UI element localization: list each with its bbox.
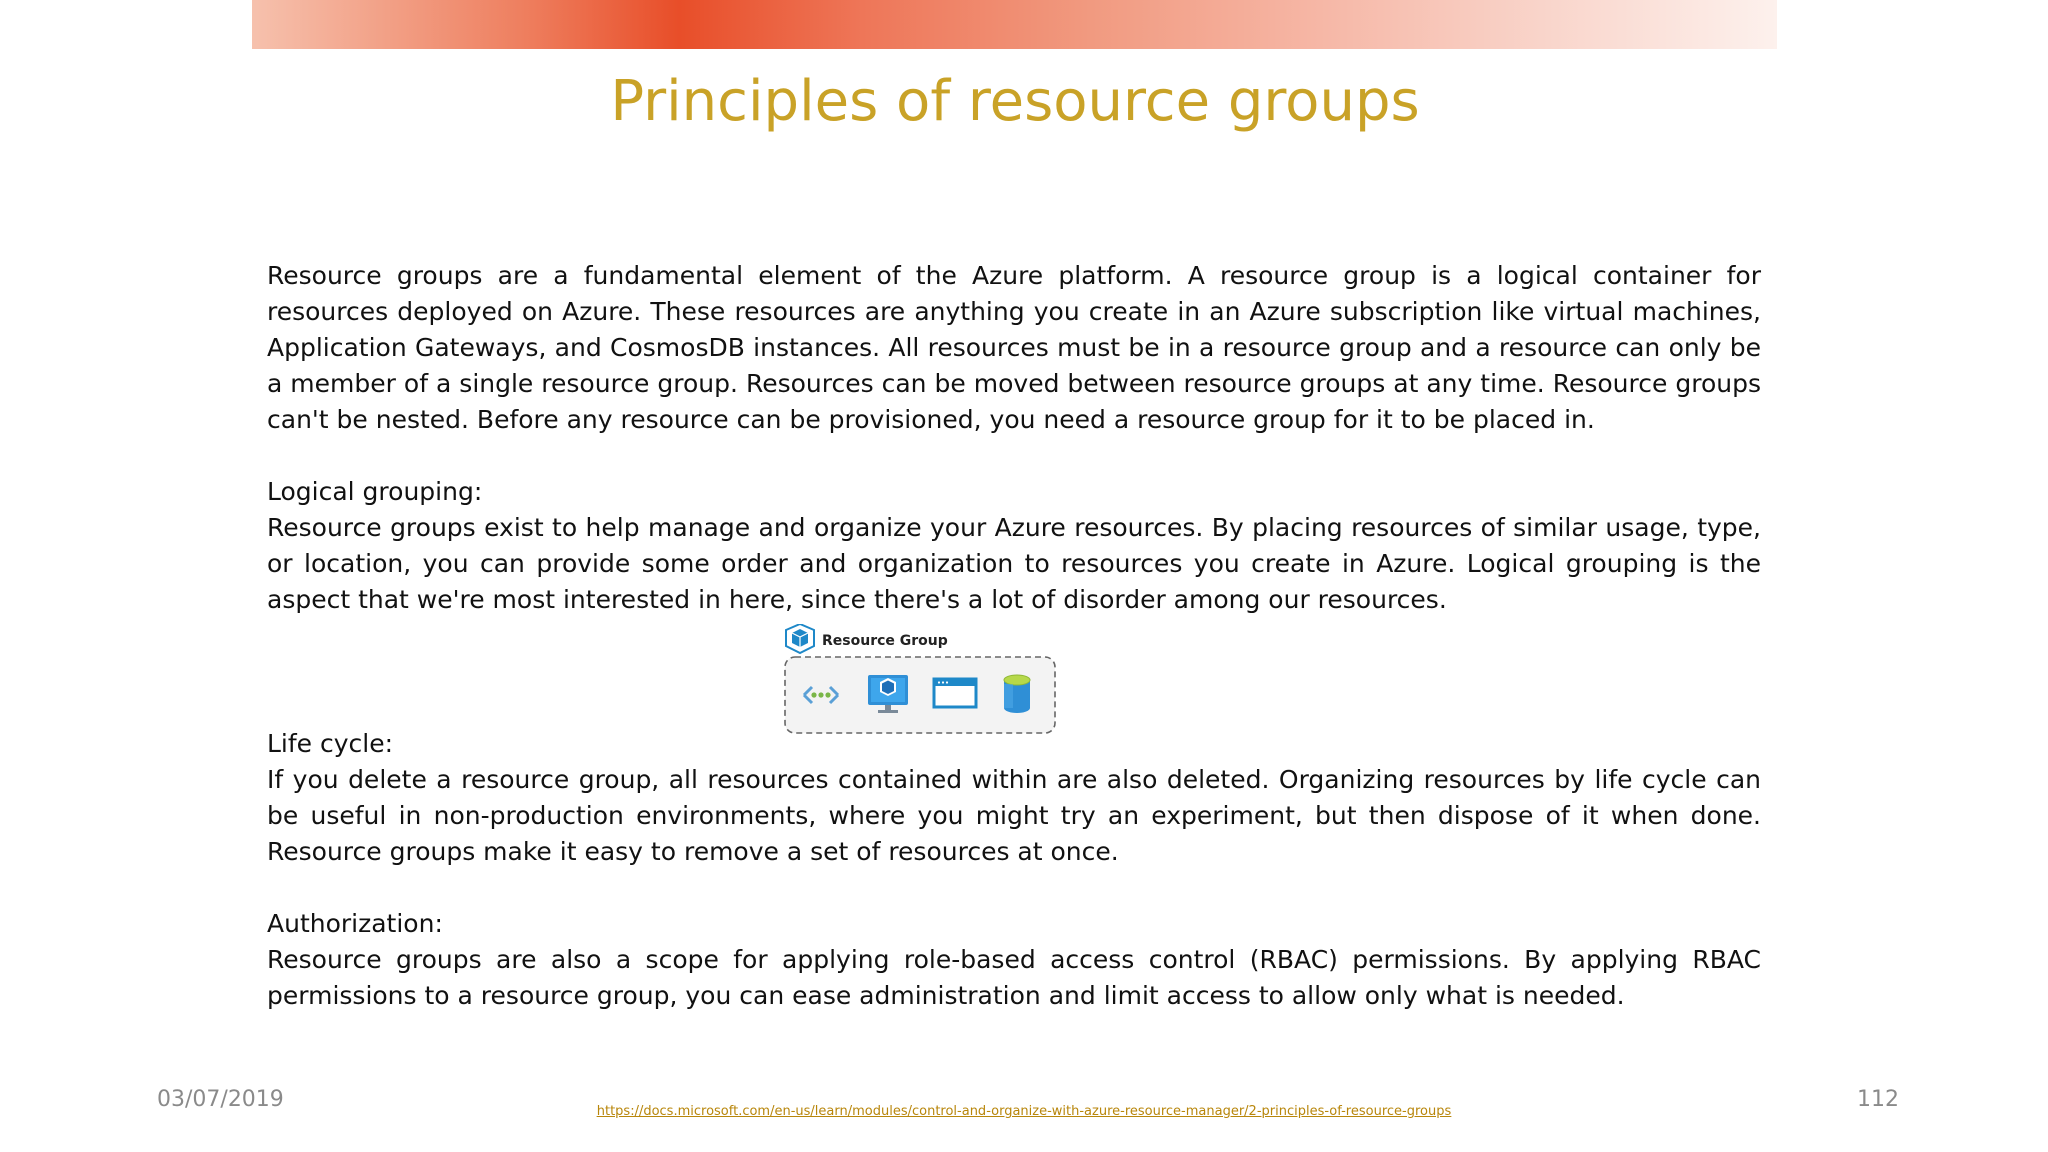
footer-page-number: 112: [1857, 1087, 1899, 1112]
slide-title: Principles of resource groups: [610, 69, 1420, 134]
footer-date: 03/07/2019: [157, 1087, 284, 1112]
intro-paragraph: Resource groups are a fundamental element of the Azure platform. A resource group is a logical container for resources deployed on Azure. These resources are anything you create in an Azure subscription like virtual machines, Application Gateways, and CosmosDB instances. All resources must be in a resource group and a resource can only be a member of a single resource group. Resources can be moved between resource groups at any time. Resource groups can't be nested. Before any resource can be provisioned, you need a resource group for it to be placed in.: [267, 261, 1761, 434]
resource-group-label: Resource Group: [822, 633, 948, 649]
section-text-life-cycle: If you delete a resource group, all resources contained within are also deleted. Organizing resources by life cycle can be useful in non-production environments, where you might try an experiment, but then dispose of it when done. Resource groups make it easy to remove a set of resources at once.: [267, 765, 1761, 866]
section-text-authorization: Resource groups are also a scope for applying role-based access control (RBAC) permissions. By applying RBAC permissions to a resource group, you can ease administration and limit access to allow only what is needed.: [267, 945, 1761, 1010]
section-text-logical-grouping: Resource groups exist to help manage and organize your Azure resources. By placing resources of similar usage, type, or location, you can provide some order and organization to resources you create in Azure. Logical grouping is the aspect that we're most interested in here, since there's a lot of disorder among our resources.: [267, 513, 1761, 614]
footer-source-link[interactable]: https://docs.microsoft.com/en-us/learn/modules/control-and-organize-with-azure-resource-manager/2-principles-of-resource-groups: [596, 1104, 1452, 1119]
top-accent-bar: [252, 0, 1777, 49]
resource-group-diagram: [782, 624, 1058, 736]
database-icon: [1004, 675, 1030, 713]
footer-source-link-container: [0, 1104, 2048, 1119]
section-heading-life-cycle: Life cycle:: [267, 729, 394, 758]
app-window-icon: [934, 679, 976, 707]
section-heading-logical-grouping: Logical grouping:: [267, 477, 483, 506]
resource-group-icon: [786, 624, 814, 653]
section-heading-authorization: Authorization:: [267, 909, 443, 938]
